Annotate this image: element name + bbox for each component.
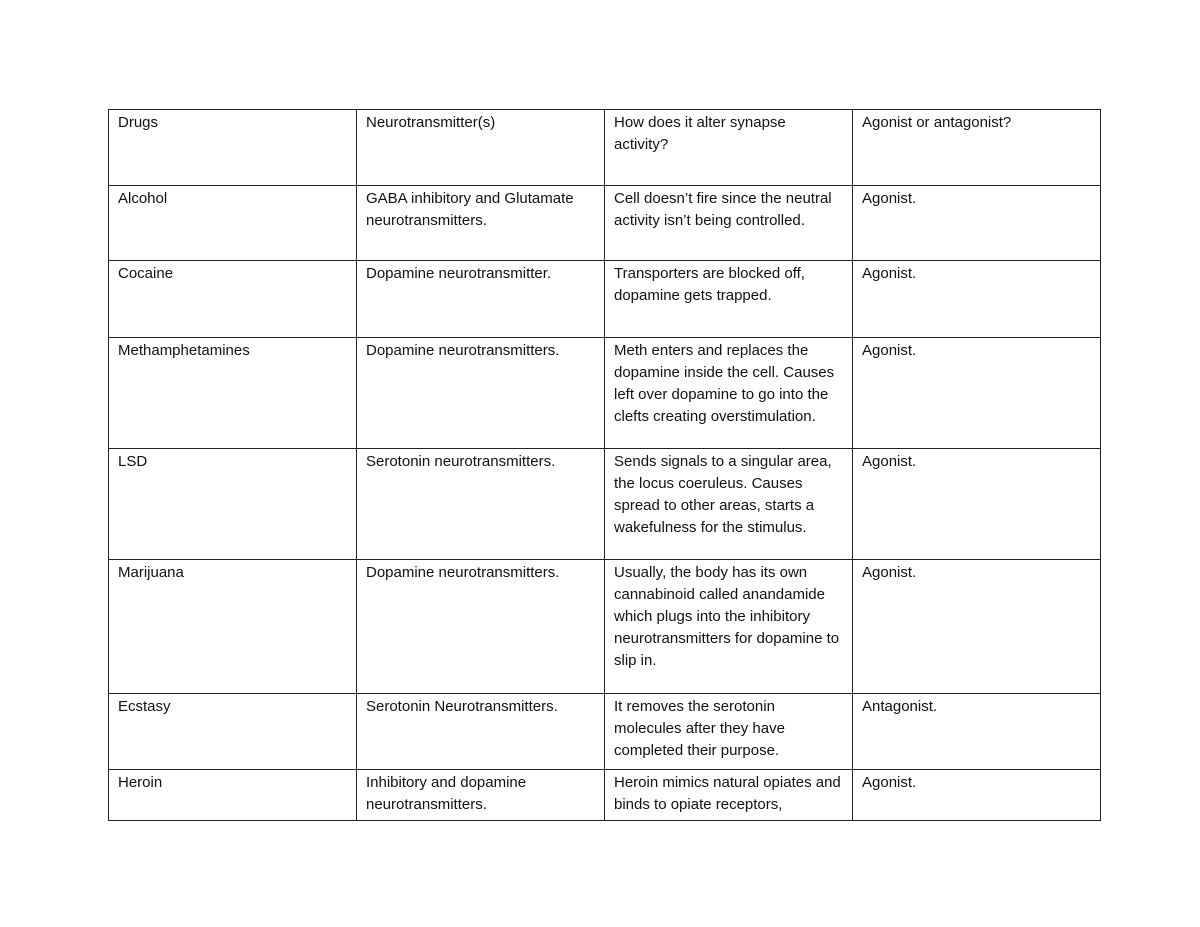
header-agonist-antagonist: Agonist or antagonist? — [853, 110, 1101, 186]
neurotransmitter-cell: Serotonin Neurotransmitters. — [357, 694, 605, 770]
agonist-cell: Agonist. — [853, 449, 1101, 560]
table-header-row — [109, 110, 1101, 186]
neurotransmitter-cell: Serotonin neurotransmitters. — [357, 449, 605, 560]
neurotransmitter-cell: Dopamine neurotransmitter. — [357, 261, 605, 338]
table-row — [109, 449, 1101, 560]
table-row — [109, 770, 1101, 821]
drug-cell: LSD — [109, 449, 357, 560]
table-row — [109, 338, 1101, 449]
header-neurotransmitters: Neurotransmitter(s) — [357, 110, 605, 186]
drug-cell: Heroin — [109, 770, 357, 821]
agonist-cell: Antagonist. — [853, 694, 1101, 770]
drug-cell: Methamphetamines — [109, 338, 357, 449]
synapse-activity-cell: Cell doesn’t fire since the neutral activity isn’t being controlled. — [605, 186, 853, 261]
table-row — [109, 186, 1101, 261]
agonist-cell: Agonist. — [853, 560, 1101, 694]
drug-cell: Alcohol — [109, 186, 357, 261]
table-row — [109, 560, 1101, 694]
header-drugs: Drugs — [109, 110, 357, 186]
synapse-activity-cell: Meth enters and replaces the dopamine inside the cell. Causes left over dopamine to go into the clefts creating overstimulation. — [605, 338, 853, 449]
drug-cell: Ecstasy — [109, 694, 357, 770]
synapse-activity-cell: Usually, the body has its own cannabinoid called anandamide which plugs into the inhibitory neurotransmitters for dopamine to slip in. — [605, 560, 853, 694]
header-synapse-activity: How does it alter synapse activity? — [605, 110, 853, 186]
drug-cell: Cocaine — [109, 261, 357, 338]
synapse-activity-cell: It removes the serotonin molecules after they have completed their purpose. — [605, 694, 853, 770]
drug-cell: Marijuana — [109, 560, 357, 694]
synapse-activity-cell: Transporters are blocked off, dopamine gets trapped. — [605, 261, 853, 338]
agonist-cell: Agonist. — [853, 261, 1101, 338]
neurotransmitter-cell: Dopamine neurotransmitters. — [357, 560, 605, 694]
agonist-cell: Agonist. — [853, 770, 1101, 821]
neurotransmitter-cell: Dopamine neurotransmitters. — [357, 338, 605, 449]
drug-table — [108, 109, 1101, 821]
agonist-cell: Agonist. — [853, 186, 1101, 261]
table-row — [109, 261, 1101, 338]
synapse-activity-cell: Sends signals to a singular area, the locus coeruleus. Causes spread to other areas, starts a wakefulness for the stimulus. — [605, 449, 853, 560]
agonist-cell: Agonist. — [853, 338, 1101, 449]
synapse-activity-cell: Heroin mimics natural opiates and binds to opiate receptors, — [605, 770, 853, 821]
neurotransmitter-cell: GABA inhibitory and Glutamate neurotransmitters. — [357, 186, 605, 261]
neurotransmitter-cell: Inhibitory and dopamine neurotransmitters. — [357, 770, 605, 821]
table-row — [109, 694, 1101, 770]
